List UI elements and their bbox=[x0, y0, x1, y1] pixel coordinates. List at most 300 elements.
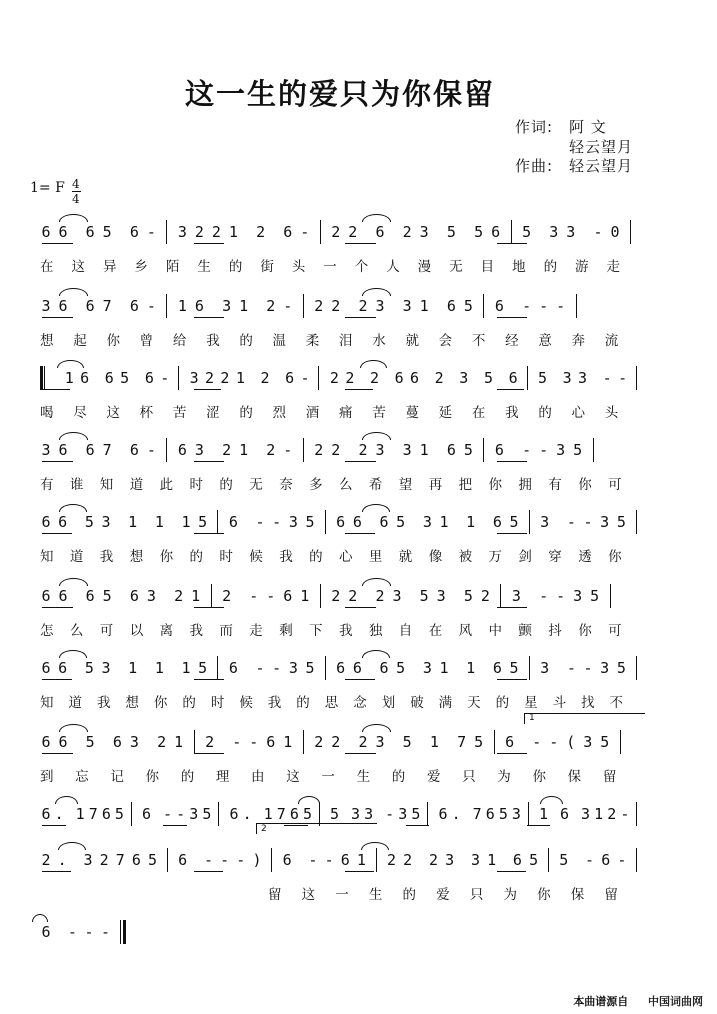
lyrics-row bbox=[0, 476, 717, 496]
lyric-char: 痛 bbox=[339, 405, 353, 421]
notes-row bbox=[0, 368, 717, 392]
lyric-char: 一 bbox=[321, 769, 335, 785]
volta-first-number: 1 bbox=[529, 713, 535, 723]
note: 6 bbox=[394, 369, 404, 387]
lyric-char: 此 bbox=[159, 477, 174, 493]
slur-arc bbox=[360, 360, 387, 368]
note: 2 bbox=[345, 369, 355, 387]
barline bbox=[211, 584, 212, 608]
barline bbox=[427, 802, 428, 826]
time-signature-top: 4 bbox=[72, 177, 80, 191]
repeat-start-barline bbox=[44, 366, 45, 390]
note: 2 bbox=[434, 369, 444, 387]
barline bbox=[483, 438, 484, 462]
notes-row bbox=[0, 586, 717, 610]
lyric-char: 尽 bbox=[73, 405, 87, 421]
note: 5 bbox=[305, 659, 315, 677]
note: - bbox=[255, 513, 265, 531]
lyric-char: 念 bbox=[353, 695, 367, 711]
eighth-note-beam bbox=[497, 871, 526, 872]
lyric-char: 天 bbox=[467, 695, 481, 711]
note: 2 bbox=[314, 297, 324, 315]
slur-arc bbox=[59, 214, 88, 222]
lyric-char: 多 bbox=[309, 477, 323, 493]
note: 3 bbox=[470, 851, 480, 869]
slur-arc bbox=[59, 578, 88, 586]
barline bbox=[529, 656, 530, 680]
note: 3 bbox=[375, 441, 385, 459]
eighth-note-beam bbox=[345, 243, 376, 244]
note: 5 bbox=[84, 513, 94, 531]
lyric-char: 时 bbox=[189, 477, 203, 493]
note: 1 bbox=[128, 513, 138, 531]
note: 7 bbox=[276, 805, 286, 823]
slur-arc bbox=[59, 724, 88, 732]
lyric-char: 我 bbox=[206, 333, 220, 349]
note: 6 bbox=[80, 369, 90, 387]
eighth-note-beam bbox=[497, 317, 528, 318]
note: 3 bbox=[189, 369, 199, 387]
note: 1 bbox=[283, 733, 293, 751]
note: 2 bbox=[266, 297, 276, 315]
lyric-char: 延 bbox=[438, 405, 453, 421]
lyric-char: 的 bbox=[538, 405, 552, 421]
note: . bbox=[54, 805, 64, 823]
note: - bbox=[618, 369, 628, 387]
lyrics-row bbox=[0, 622, 717, 642]
note: 1 bbox=[439, 513, 449, 531]
note: . bbox=[57, 851, 67, 869]
slur-arc bbox=[59, 504, 88, 512]
note: 6 bbox=[142, 805, 152, 823]
slur-arc bbox=[58, 842, 86, 850]
note: 6 bbox=[352, 513, 362, 531]
lyric-char: 把 bbox=[458, 477, 473, 493]
lyric-char: 时 bbox=[210, 695, 225, 711]
lyric-char: 经 bbox=[505, 333, 519, 349]
note: 3 bbox=[581, 805, 591, 823]
note: 6 bbox=[505, 733, 515, 751]
slur-arc bbox=[59, 432, 88, 440]
note: 2 bbox=[220, 369, 230, 387]
note: - bbox=[146, 441, 156, 459]
eighth-note-beam bbox=[345, 533, 375, 534]
note: 5 bbox=[559, 851, 569, 869]
lyric-char: 星 bbox=[524, 695, 538, 711]
note: 2 bbox=[348, 223, 358, 241]
composer-label: 作曲: bbox=[515, 157, 554, 175]
note: 6 bbox=[85, 587, 95, 605]
lyric-char: 拥 bbox=[518, 477, 532, 493]
barline bbox=[166, 220, 167, 244]
barline-thick bbox=[40, 366, 43, 390]
note: 5 bbox=[198, 513, 208, 531]
lyric-char: 留 bbox=[602, 769, 617, 785]
note: - bbox=[283, 441, 293, 459]
note: 2 bbox=[607, 805, 617, 823]
lyric-char: 保 bbox=[570, 887, 585, 903]
slur-arc bbox=[59, 288, 88, 296]
lyric-char: 会 bbox=[438, 333, 453, 349]
lyric-char: 想 bbox=[40, 333, 54, 349]
note: 1 bbox=[487, 851, 497, 869]
lyric-char: 到 bbox=[40, 769, 54, 785]
note: 5 bbox=[302, 805, 312, 823]
lyric-char: 目 bbox=[480, 259, 495, 275]
lyric-char: 你 bbox=[145, 769, 160, 785]
note: 3 bbox=[422, 513, 432, 531]
eighth-note-beam bbox=[42, 461, 73, 462]
lyric-char: 奔 bbox=[571, 333, 586, 349]
note: 5 bbox=[498, 805, 508, 823]
notes-row bbox=[0, 296, 717, 320]
note: - bbox=[583, 659, 593, 677]
lyrics-row bbox=[0, 886, 717, 906]
note: 3 bbox=[351, 805, 361, 823]
eighth-note-beam bbox=[42, 607, 73, 608]
note: 6 bbox=[491, 223, 501, 241]
note: 3 bbox=[364, 805, 374, 823]
barline bbox=[576, 294, 577, 318]
eighth-note-beam bbox=[42, 243, 73, 244]
note: - bbox=[67, 923, 77, 941]
note: 1 bbox=[177, 297, 187, 315]
note: 1 bbox=[154, 513, 164, 531]
volta-second-ending bbox=[256, 823, 377, 834]
barline bbox=[303, 730, 304, 754]
note: 6 bbox=[410, 369, 420, 387]
note: 2 bbox=[205, 369, 215, 387]
lyric-char: 风 bbox=[458, 623, 473, 639]
note: 1 bbox=[239, 297, 249, 315]
eighth-note-beam bbox=[194, 679, 224, 680]
lyric-char: 你 bbox=[578, 477, 592, 493]
note: 2 bbox=[331, 297, 341, 315]
note: 3 bbox=[83, 851, 93, 869]
barline bbox=[178, 366, 179, 390]
note: 5 bbox=[509, 659, 519, 677]
note: 5 bbox=[120, 369, 130, 387]
lyric-char: 我 bbox=[96, 695, 111, 711]
note: 5 bbox=[396, 513, 406, 531]
note: 5 bbox=[463, 297, 473, 315]
lyric-char: 思 bbox=[324, 695, 339, 711]
note: 6 bbox=[352, 659, 362, 677]
lyric-char: 你 bbox=[532, 769, 546, 785]
note: 1 bbox=[419, 441, 429, 459]
notes-row bbox=[0, 222, 717, 246]
note: 2 bbox=[402, 223, 412, 241]
barline bbox=[166, 294, 167, 318]
note: 1 bbox=[154, 659, 164, 677]
lyric-char: 希 bbox=[368, 477, 383, 493]
note: 2 bbox=[369, 369, 379, 387]
note: 6 bbox=[485, 805, 495, 823]
eighth-note-beam bbox=[42, 389, 70, 390]
note: 5 bbox=[102, 223, 112, 241]
note: 3 bbox=[288, 513, 298, 531]
note: 3 bbox=[402, 297, 412, 315]
lyric-char: 候 bbox=[249, 549, 263, 565]
song-title: 这一生的爱只为你保留 bbox=[184, 77, 495, 111]
barline bbox=[271, 848, 272, 872]
note: 1 bbox=[128, 659, 138, 677]
eighth-note-beam bbox=[42, 753, 73, 754]
note: 6 bbox=[379, 513, 389, 531]
lyric-char: 生 bbox=[368, 887, 383, 903]
note: 3 bbox=[101, 513, 111, 531]
lyric-char: 这 bbox=[71, 259, 85, 275]
note: 6 bbox=[58, 297, 68, 315]
note: 6 bbox=[492, 659, 502, 677]
note: 3 bbox=[375, 733, 385, 751]
note: 6 bbox=[336, 513, 346, 531]
note: 6 bbox=[58, 587, 68, 605]
note: - bbox=[249, 587, 259, 605]
note: 1 bbox=[235, 369, 245, 387]
note: 1 bbox=[439, 659, 449, 677]
lyric-char: 的 bbox=[495, 695, 510, 711]
lyric-char: 游 bbox=[575, 259, 589, 275]
note: 2 bbox=[331, 587, 341, 605]
lyric-char: 候 bbox=[239, 695, 253, 711]
note: - bbox=[566, 659, 576, 677]
note: 5 bbox=[483, 369, 493, 387]
lyric-char: 意 bbox=[538, 333, 552, 349]
lyric-char: 万 bbox=[488, 549, 502, 565]
note: 6 bbox=[129, 223, 139, 241]
note: 2 bbox=[222, 441, 232, 459]
note: - bbox=[539, 297, 549, 315]
lyric-char: 为 bbox=[503, 887, 517, 903]
notes-row bbox=[0, 658, 717, 682]
barline bbox=[320, 220, 321, 244]
note: 6 bbox=[58, 223, 68, 241]
lyric-char: 一 bbox=[335, 887, 349, 903]
note: 2 bbox=[99, 851, 109, 869]
note: - bbox=[308, 851, 318, 869]
note: 3 bbox=[419, 223, 429, 241]
lyricist-name-1: 阿 文 bbox=[569, 118, 607, 136]
lyric-char: 里 bbox=[368, 549, 383, 565]
lyric-char: 以 bbox=[129, 623, 144, 639]
note: 5 bbox=[616, 659, 626, 677]
barline bbox=[320, 584, 321, 608]
note: - bbox=[176, 805, 186, 823]
note: 3 bbox=[511, 587, 521, 605]
note: 1 bbox=[64, 369, 74, 387]
eighth-note-beam bbox=[42, 825, 66, 826]
eighth-note-beam bbox=[194, 871, 223, 872]
eighth-note-beam bbox=[345, 753, 376, 754]
lyric-char: 的 bbox=[296, 695, 310, 711]
note: 2 bbox=[358, 733, 368, 751]
lyric-char: 这 bbox=[106, 405, 120, 421]
note: 2 bbox=[266, 441, 276, 459]
note: 7 bbox=[457, 733, 467, 751]
lyric-char: 不 bbox=[471, 333, 486, 349]
barline bbox=[325, 510, 326, 534]
lyric-char: 个 bbox=[354, 259, 369, 275]
note: 6 bbox=[228, 513, 238, 531]
note: 6 bbox=[508, 369, 518, 387]
note: 6 bbox=[129, 297, 139, 315]
note: 3 bbox=[392, 587, 402, 605]
lyric-char: 的 bbox=[239, 405, 253, 421]
eighth-note-beam bbox=[345, 871, 374, 872]
note: - bbox=[324, 851, 334, 869]
note: 2 bbox=[211, 223, 221, 241]
lyric-char: 头 bbox=[291, 259, 306, 275]
lyric-char: 在 bbox=[428, 623, 443, 639]
slur-arc bbox=[32, 914, 48, 922]
eighth-note-beam bbox=[497, 753, 528, 754]
barline bbox=[636, 802, 637, 826]
note: 2 bbox=[157, 733, 167, 751]
barline bbox=[610, 584, 611, 608]
lyric-char: 你 bbox=[106, 333, 120, 349]
note: 5 bbox=[573, 441, 583, 459]
final-barline bbox=[120, 920, 121, 944]
note: 6 bbox=[285, 369, 295, 387]
note: 1 bbox=[181, 513, 191, 531]
lyric-char: 漫 bbox=[417, 259, 432, 275]
note: 2 bbox=[331, 223, 341, 241]
note: 3 bbox=[556, 441, 566, 459]
note: ) bbox=[252, 851, 262, 869]
note: - bbox=[100, 923, 110, 941]
lyric-char: 知 bbox=[99, 477, 114, 493]
lyric-char: 心 bbox=[339, 549, 353, 565]
lyric-char: 涩 bbox=[206, 405, 220, 421]
lyric-char: 蔓 bbox=[405, 405, 419, 421]
note: - bbox=[617, 851, 627, 869]
note: 6 bbox=[41, 923, 51, 941]
eighth-note-beam bbox=[527, 825, 551, 826]
note: 6 bbox=[283, 587, 293, 605]
note: 6 bbox=[104, 369, 114, 387]
volta-second-number: 2 bbox=[261, 824, 267, 834]
note: 2 bbox=[194, 223, 204, 241]
eighth-note-beam bbox=[345, 389, 373, 390]
lyric-char: 道 bbox=[68, 695, 82, 711]
note: 3 bbox=[222, 297, 232, 315]
eighth-note-beam bbox=[497, 533, 527, 534]
note: 5 bbox=[474, 223, 484, 241]
note: 5 bbox=[616, 513, 626, 531]
eighth-note-beam bbox=[163, 825, 187, 826]
note: 3 bbox=[459, 369, 469, 387]
lyric-char: 你 bbox=[488, 477, 502, 493]
lyric-char: 知 bbox=[40, 695, 54, 711]
note: 3 bbox=[600, 659, 610, 677]
lyric-char: 斗 bbox=[552, 695, 567, 711]
slur-arc bbox=[59, 650, 88, 658]
note: 3 bbox=[129, 733, 139, 751]
lyric-char: 酒 bbox=[305, 405, 320, 421]
note: 6 bbox=[41, 587, 51, 605]
note: 5 bbox=[396, 659, 406, 677]
lyric-char: 自 bbox=[398, 623, 413, 639]
lyric-char: 走 bbox=[249, 623, 263, 639]
note: 6 bbox=[446, 441, 456, 459]
note: - bbox=[620, 805, 630, 823]
note: 2 bbox=[41, 851, 51, 869]
lyric-char: 穿 bbox=[548, 549, 562, 565]
lyric-char: 可 bbox=[608, 477, 622, 493]
lyric-char: 划 bbox=[381, 695, 396, 711]
eighth-note-beam bbox=[42, 533, 72, 534]
note: 1 bbox=[539, 805, 549, 823]
note: 6 bbox=[282, 851, 292, 869]
note: 3 bbox=[445, 851, 455, 869]
lyric-char: 爱 bbox=[436, 887, 450, 903]
lyric-char: 苦 bbox=[372, 405, 386, 421]
barline bbox=[303, 294, 304, 318]
barline bbox=[494, 730, 495, 754]
lyric-char: 不 bbox=[609, 695, 624, 711]
note: 1 bbox=[263, 805, 273, 823]
note: 3 bbox=[41, 441, 51, 459]
lyric-char: 这 bbox=[301, 887, 316, 903]
lyrics-row bbox=[0, 694, 717, 714]
barline bbox=[636, 510, 637, 534]
note: 6 bbox=[131, 851, 141, 869]
lyric-char: 为 bbox=[497, 769, 511, 785]
lyric-char: 就 bbox=[405, 333, 419, 349]
note: - bbox=[549, 733, 559, 751]
note: 1 bbox=[466, 513, 476, 531]
note: - bbox=[204, 851, 214, 869]
note: 6 bbox=[194, 297, 204, 315]
eighth-note-beam bbox=[345, 679, 375, 680]
lyricist-name-2: 轻云望月 bbox=[569, 138, 634, 156]
note: 3 bbox=[41, 297, 51, 315]
lyric-char: 烈 bbox=[272, 405, 287, 421]
note: 6 bbox=[58, 441, 68, 459]
slur-arc bbox=[362, 288, 391, 296]
lyric-char: 我 bbox=[189, 623, 203, 639]
barline bbox=[325, 656, 326, 680]
note: 2 bbox=[314, 733, 324, 751]
lyric-char: 你 bbox=[608, 549, 622, 565]
note: 6 bbox=[229, 805, 239, 823]
eighth-note-beam bbox=[345, 461, 376, 462]
note: 6 bbox=[85, 441, 95, 459]
note: 5 bbox=[590, 587, 600, 605]
note: . bbox=[242, 805, 252, 823]
lyric-char: 的 bbox=[309, 549, 323, 565]
slur-arc bbox=[362, 214, 391, 222]
eighth-note-beam bbox=[345, 607, 376, 608]
lyric-char: 这 bbox=[286, 769, 300, 785]
note: 6 bbox=[266, 733, 276, 751]
note: - bbox=[556, 587, 566, 605]
lyric-char: 颤 bbox=[518, 623, 532, 639]
note: . bbox=[451, 805, 461, 823]
note: 7 bbox=[88, 805, 98, 823]
note: 3 bbox=[288, 659, 298, 677]
note: 5 bbox=[419, 587, 429, 605]
note: 1 bbox=[429, 733, 439, 751]
lyric-char: 的 bbox=[239, 333, 253, 349]
note: 6 bbox=[58, 733, 68, 751]
lyric-char: 地 bbox=[512, 259, 526, 275]
lyric-char: 头 bbox=[604, 405, 619, 421]
note: 5 bbox=[85, 733, 95, 751]
notes-row bbox=[0, 732, 717, 756]
note: 2 bbox=[260, 369, 270, 387]
